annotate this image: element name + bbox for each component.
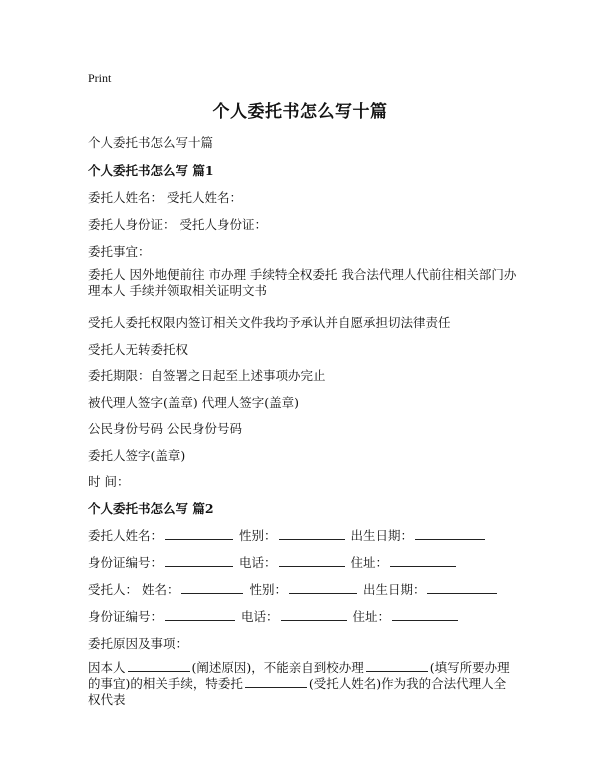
field-label: 住址： — [350, 555, 389, 570]
form-row — [88, 553, 458, 571]
blank-line — [281, 609, 347, 621]
print-link[interactable]: Print — [88, 71, 112, 85]
section1-line: 受托人委托权限内签订相关文件我均予承认并自愿承担切法律责任 — [88, 315, 451, 330]
field-label: 性别： — [249, 582, 287, 597]
field-label: 出生日期： — [362, 582, 426, 597]
section1-line: 委托人签字(盖章) — [88, 448, 186, 463]
reason-text: 因本人 — [88, 660, 126, 675]
section1-line: 委托人姓名： 受托人姓名： — [88, 190, 242, 205]
section1-line: 委托期限：自签署之日起至上述事项办完止 — [88, 368, 326, 383]
field-label: 性别： — [239, 528, 277, 543]
blank-line — [279, 555, 345, 567]
blank-line — [245, 676, 307, 688]
section2-heading: 个人委托书怎么写 篇2 — [88, 501, 214, 516]
blank-line — [289, 582, 357, 594]
blank-line — [128, 660, 190, 672]
section1-line: 公民身份号码 公民身份号码 — [88, 421, 242, 436]
field-label: 受托人： 姓名： — [88, 582, 180, 597]
field-label: 身份证编号： — [88, 609, 164, 624]
form-row — [88, 526, 487, 544]
reason-text: (填写所要办理的事宜)的相关手续，特委托 — [88, 660, 510, 691]
section1-line: 委托人身份证： 受托人身份证： — [88, 217, 267, 232]
section1-heading: 个人委托书怎么写 篇1 — [88, 163, 214, 178]
section1-line: 委托事宜： — [88, 244, 151, 259]
blank-line — [427, 582, 497, 594]
field-label: 身份证编号： — [88, 555, 164, 570]
form-row — [88, 607, 460, 625]
reason-text: (阐述原因)，不能亲自到校办理 — [191, 660, 364, 675]
page-title: 个人委托书怎么写十篇 — [212, 102, 388, 122]
section1-paragraph: 委托人 因外地便前往 市办理 手续特全权委托 我合法代理人代前往相关部门办理本人 手续并领取相关证明文书 — [88, 267, 517, 298]
blank-line — [415, 528, 485, 540]
blank-line — [366, 660, 428, 672]
field-label: 住址： — [352, 609, 391, 624]
blank-line — [279, 528, 345, 540]
section1-line: 受托人无转委托权 — [88, 342, 189, 357]
form-row — [88, 580, 499, 598]
reason-paragraph — [88, 660, 518, 708]
field-label: 出生日期： — [350, 528, 414, 543]
field-label: 电话： — [241, 609, 279, 624]
section1-line: 时 间： — [88, 474, 130, 489]
blank-line — [165, 528, 233, 540]
reason-text: (受托人姓名)作为我的合法代理人全权代表 — [88, 676, 507, 707]
blank-line — [165, 609, 235, 621]
subtitle: 个人委托书怎么写十篇 — [88, 135, 214, 150]
blank-line — [392, 609, 458, 621]
blank-line — [181, 582, 243, 594]
blank-line — [165, 555, 233, 567]
blank-line — [390, 555, 456, 567]
reason-label: 委托原因及事项： — [88, 636, 189, 651]
field-label: 委托人姓名： — [88, 528, 164, 543]
section1-line: 被代理人签字(盖章) 代理人签字(盖章) — [88, 395, 299, 410]
field-label: 电话： — [239, 555, 277, 570]
